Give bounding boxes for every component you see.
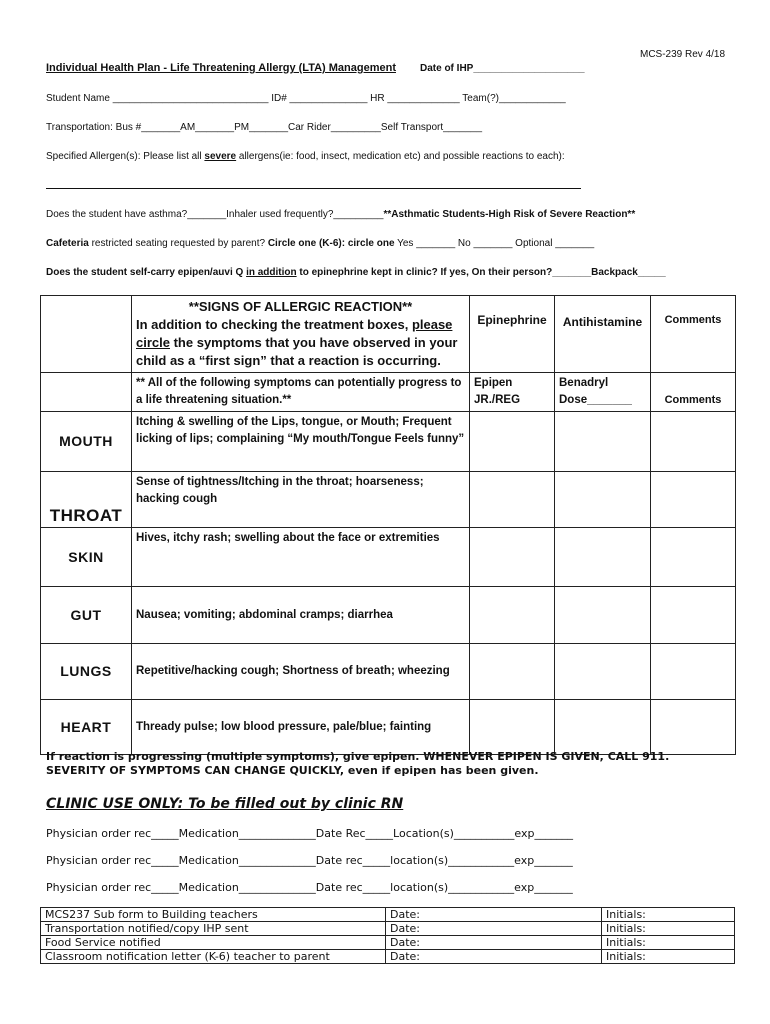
- comments-subheader: Comments: [651, 373, 736, 412]
- physician-order-line[interactable]: Physician order rec_____Medication______________Date rec_____location(s)____________exp_______: [46, 854, 573, 867]
- clinic-use-heading: CLINIC USE ONLY: To be filled out by clinic RN: [46, 796, 404, 812]
- col-epinephrine: Epinephrine: [470, 296, 555, 373]
- antihistamine-check-heart[interactable]: [555, 700, 651, 755]
- notification-item: Transportation notified/copy IHP sent: [41, 922, 386, 936]
- antihistamine-check-mouth[interactable]: [555, 412, 651, 472]
- notification-date[interactable]: Date:: [386, 908, 602, 922]
- epinephrine-check-gut[interactable]: [470, 587, 555, 644]
- comments-heart[interactable]: [651, 700, 736, 755]
- comments-lungs[interactable]: [651, 644, 736, 700]
- physician-order-line[interactable]: Physician order rec_____Medication______________Date Rec_____Location(s)___________exp_______: [46, 827, 573, 840]
- epinephrine-check-heart[interactable]: [470, 700, 555, 755]
- signs-header-instructions: In addition to checking the treatment boxes, please circle the symptoms that you have observed in your child as a “first sign” that a reaction is occurring.: [136, 317, 458, 368]
- notification-date[interactable]: Date:: [386, 922, 602, 936]
- antihistamine-check-throat[interactable]: [555, 472, 651, 528]
- notification-row: [41, 922, 735, 936]
- body-part-gut: GUT: [41, 587, 132, 644]
- comments-mouth[interactable]: [651, 412, 736, 472]
- notification-item: Food Service notified: [41, 936, 386, 950]
- signs-header-title: **SIGNS OF ALLERGIC REACTION**: [188, 299, 413, 314]
- col-comments: Comments: [651, 296, 736, 373]
- body-part-skin: SKIN: [41, 528, 132, 587]
- notification-row: [41, 908, 735, 922]
- col-antihistamine: Antihistamine: [555, 296, 651, 373]
- allergen-instruction: Specified Allergen(s): Please list all severe allergens(ie: food, insect, medication etc) and possible reactions to each):: [46, 151, 565, 162]
- symptoms-throat[interactable]: Sense of tightness/Itching in the throat; hoarseness; hacking cough: [132, 472, 470, 528]
- notification-initials[interactable]: Initials:: [602, 922, 735, 936]
- form-id: MCS-239 Rev 4/18: [640, 49, 726, 60]
- notification-table: [40, 907, 735, 964]
- body-part-mouth: MOUTH: [41, 412, 132, 472]
- symptoms-lungs[interactable]: Repetitive/hacking cough; Shortness of breath; wheezing: [132, 644, 470, 700]
- allergen-entry-line[interactable]: [46, 188, 581, 189]
- subheader-blank-cell: [41, 373, 132, 412]
- date-of-ihp-field[interactable]: Date of IHP____________________: [420, 63, 585, 74]
- epinephrine-check-lungs[interactable]: [470, 644, 555, 700]
- antihistamine-check-skin[interactable]: [555, 528, 651, 587]
- self-carry-line[interactable]: Does the student self-carry epipen/auvi Q in addition to epinephrine kept in clinic? If yes, On their person?_______Backpack_____: [46, 267, 666, 278]
- antihistamine-check-gut[interactable]: [555, 587, 651, 644]
- symptoms-mouth[interactable]: Itching & swelling of the Lips, tongue, or Mouth; Frequent licking of lips; complaining “My mouth/Tongue Feels funny”: [132, 412, 470, 472]
- header-blank-cell: [41, 296, 132, 373]
- epinephrine-check-skin[interactable]: [470, 528, 555, 587]
- antihistamine-check-lungs[interactable]: [555, 644, 651, 700]
- body-part-lungs: LUNGS: [41, 644, 132, 700]
- comments-gut[interactable]: [651, 587, 736, 644]
- signs-of-allergic-reaction-table: [40, 295, 736, 755]
- notification-date[interactable]: Date:: [386, 950, 602, 964]
- notification-date[interactable]: Date:: [386, 936, 602, 950]
- epipen-warning: If reaction is progressing (multiple symptoms), give epipen. WHENEVER EPIPEN IS GIVEN, CALL 911. SEVERITY OF SYMPTOMS CAN CHANGE QUICKLY, even if epipen has been given.: [46, 750, 670, 777]
- notification-initials[interactable]: Initials:: [602, 908, 735, 922]
- body-part-throat: THROAT: [41, 472, 132, 528]
- physician-order-line[interactable]: Physician order rec_____Medication______________Date rec_____location(s)____________exp_______: [46, 881, 573, 894]
- notification-initials[interactable]: Initials:: [602, 950, 735, 964]
- epinephrine-check-throat[interactable]: [470, 472, 555, 528]
- transportation-line[interactable]: Transportation: Bus #_______AM_______PM_______Car Rider_________Self Transport_______: [46, 122, 483, 133]
- symptoms-heart[interactable]: Thready pulse; low blood pressure, pale/blue; fainting: [132, 700, 470, 755]
- symptoms-gut[interactable]: Nausea; vomiting; abdominal cramps; diarrhea: [132, 587, 470, 644]
- notification-row: [41, 950, 735, 964]
- body-part-heart: HEART: [41, 700, 132, 755]
- notification-row: [41, 936, 735, 950]
- form-title: Individual Health Plan - Life Threatening Allergy (LTA) Management: [46, 62, 396, 74]
- epinephrine-check-mouth[interactable]: [470, 412, 555, 472]
- benadryl-dose-cell[interactable]: Benadryl Dose_______: [555, 373, 651, 412]
- notification-initials[interactable]: Initials:: [602, 936, 735, 950]
- comments-skin[interactable]: [651, 528, 736, 587]
- cafeteria-line[interactable]: Cafeteria restricted seating requested by parent? Circle one (K-6): circle one Yes _______ No _______ Optional _______: [46, 238, 595, 249]
- notification-item: Classroom notification letter (K-6) teacher to parent: [41, 950, 386, 964]
- student-info-line[interactable]: Student Name ____________________________ ID# ______________ HR _____________ Team(?)____________: [46, 93, 566, 104]
- progression-note: ** All of the following symptoms can potentially progress to a life threatening situation.**: [132, 373, 470, 412]
- symptoms-skin[interactable]: Hives, itchy rash; swelling about the face or extremities: [132, 528, 470, 587]
- asthma-line[interactable]: Does the student have asthma?_______Inhaler used frequently?_________**Asthmatic Students-High Risk of Severe Reaction**: [46, 209, 636, 220]
- epipen-type-cell[interactable]: Epipen JR./REG: [470, 373, 555, 412]
- signs-header: [132, 296, 470, 373]
- notification-item: MCS237 Sub form to Building teachers: [41, 908, 386, 922]
- comments-throat[interactable]: [651, 472, 736, 528]
